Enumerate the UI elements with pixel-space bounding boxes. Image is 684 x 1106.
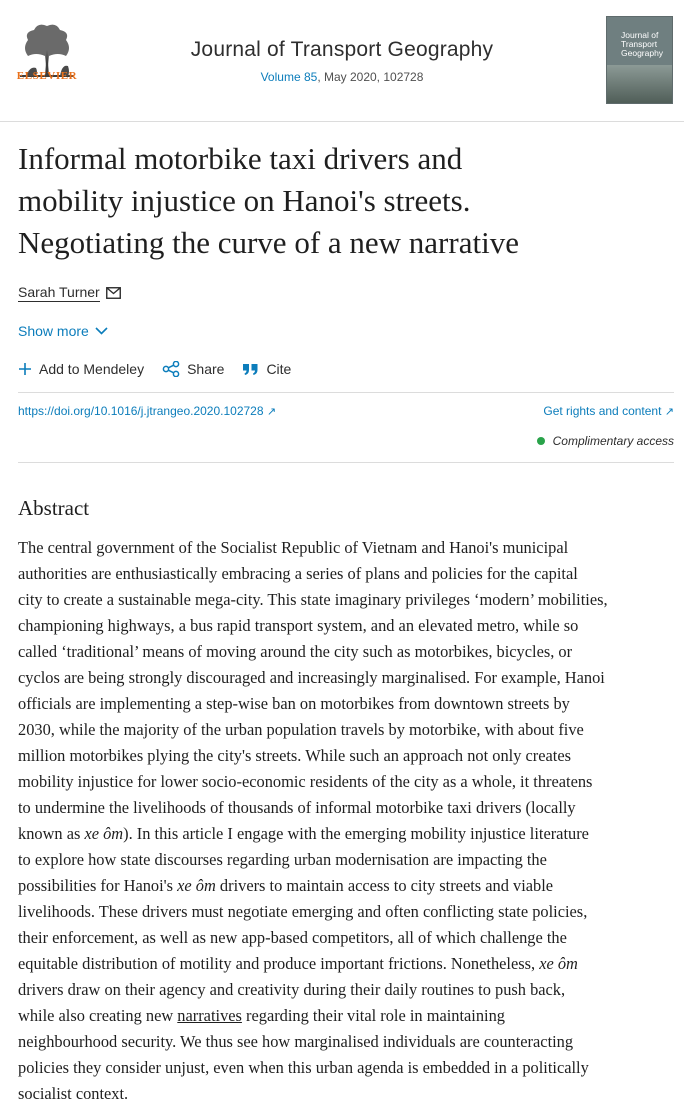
- journal-issue-info: [140, 70, 544, 84]
- abstract-line: [18, 821, 676, 847]
- author-link[interactable]: Sarah Turner: [18, 284, 100, 300]
- rights-text: Get rights and content: [543, 404, 662, 418]
- abstract-text: [18, 535, 676, 1106]
- abstract-line: million motorbikes plying the city's streets. While such an approach not only creates: [18, 746, 571, 765]
- abstract-line: officials are implementing a step-wise ban on motorbikes from downtown streets by: [18, 694, 570, 713]
- issue-date: , May 2020, 102728: [317, 70, 424, 84]
- abstract-line: 2030, while the majority of the urban population travels by motorbike, with about five: [18, 720, 584, 739]
- show-more-label: Show more: [18, 323, 89, 339]
- mail-icon[interactable]: [106, 287, 121, 299]
- abstract-line: cyclos are being strongly discouraged and increasingly marginalised. For example, Hanoi: [18, 668, 605, 687]
- divider: [18, 392, 674, 393]
- quote-icon: [242, 363, 259, 376]
- volume-link[interactable]: Volume 85: [260, 70, 318, 84]
- text-run: possibilities for Hanoi's: [18, 876, 178, 895]
- chevron-down-icon: [95, 327, 108, 335]
- abstract-line: livelihoods. These drivers must negotiate emerging and often conflicting state policies,: [18, 902, 588, 921]
- share-label: Share: [187, 361, 225, 377]
- share-button[interactable]: [162, 361, 224, 377]
- abstract-line: socialist context.: [18, 1084, 129, 1103]
- text-run: ). In this article I engage with the emerging mobility injustice literature: [123, 824, 589, 843]
- abstract-line: [18, 1003, 676, 1029]
- publisher-name: ELSEVIER: [16, 70, 78, 82]
- cite-label: Cite: [266, 361, 292, 377]
- text-run: regarding their vital role in maintaining: [241, 1006, 506, 1025]
- abstract-line: [18, 873, 676, 899]
- article-title: [18, 138, 658, 264]
- access-label: Complimentary access: [552, 434, 674, 448]
- abstract-line: to explore how state discourses regarding urban modernisation are impacting the: [18, 850, 547, 869]
- abstract-line: championing highways, a bus rapid transport system, and an elevated metro, while so: [18, 616, 579, 635]
- text-run: known as: [18, 824, 85, 843]
- show-more-toggle[interactable]: [18, 323, 108, 339]
- emphasis-term: xe ôm: [177, 876, 216, 895]
- status-dot-icon: [537, 437, 545, 445]
- narratives-topic-link[interactable]: narratives: [177, 1006, 242, 1025]
- abstract-line: policies they consider unjust, even when this urban agenda is embedded in a politically: [18, 1058, 589, 1077]
- external-arrow-icon: ↗: [664, 406, 674, 418]
- abstract-line: [18, 951, 676, 977]
- emphasis-term: xe ôm: [84, 824, 124, 843]
- mendeley-label: Add to Mendeley: [39, 361, 145, 377]
- abstract-line: The central government of the Socialist Republic of Vietnam and Hanoi's municipal: [18, 538, 569, 557]
- abstract-line: mobility injustice for lower socio-economic residents of the city as a whole, it threatens: [18, 772, 593, 791]
- text-run: while also creating new: [18, 1006, 178, 1025]
- abstract-line: neighbourhood security. We thus see how marginalised individuals are counteracting: [18, 1032, 574, 1051]
- external-arrow-icon: ↗: [266, 406, 277, 418]
- plus-icon: [18, 362, 32, 376]
- abstract-line: drivers draw on their agency and creativity during their daily routines to push back,: [18, 980, 566, 999]
- doi-text: https://doi.org/10.1016/j.jtrangeo.2020.102728: [18, 404, 264, 418]
- journal-cover-thumbnail[interactable]: [606, 16, 673, 104]
- title-line: mobility injustice on Hanoi's streets.: [18, 183, 471, 218]
- title-line: Informal motorbike taxi drivers and: [18, 141, 463, 176]
- article-actions: [18, 361, 291, 377]
- abstract-line: city to create a sustainable mega-city. This state imaginary privileges ‘modern’ mobilities,: [18, 590, 608, 609]
- doi-link[interactable]: [18, 404, 276, 418]
- abstract-line: called ‘traditional’ means of moving around the city such as motorbikes, bicycles, or: [18, 642, 573, 661]
- journal-title[interactable]: Journal of Transport Geography: [190, 38, 494, 61]
- abstract-line: to undermine the livelihoods of thousands of informal motorbike taxi drivers (locally: [18, 798, 576, 817]
- divider: [18, 462, 674, 463]
- share-icon: [162, 361, 180, 377]
- cover-title: Journal of Transport Geography: [621, 30, 664, 58]
- emphasis-term: xe ôm: [539, 954, 578, 973]
- text-run: equitable distribution of motility and produce important frictions. Nonetheless,: [18, 954, 540, 973]
- cite-button[interactable]: [242, 361, 291, 377]
- title-line: Negotiating the curve of a new narrative: [18, 225, 519, 260]
- add-to-mendeley-button[interactable]: [18, 361, 144, 377]
- access-status: [537, 434, 674, 448]
- abstract-line: authorities are enthusiastically embracing a series of plans and policies for the capital: [18, 564, 578, 583]
- abstract-heading: Abstract: [18, 496, 90, 520]
- author-list: [18, 282, 121, 304]
- abstract-line: their enforcement, as well as new app-based competitors, all of which challenge the: [18, 928, 567, 947]
- cover-image: [607, 65, 673, 104]
- rights-and-content-link[interactable]: [543, 404, 674, 418]
- journal-header: [0, 0, 684, 122]
- text-run: drivers to maintain access to city streets and viable: [215, 876, 554, 895]
